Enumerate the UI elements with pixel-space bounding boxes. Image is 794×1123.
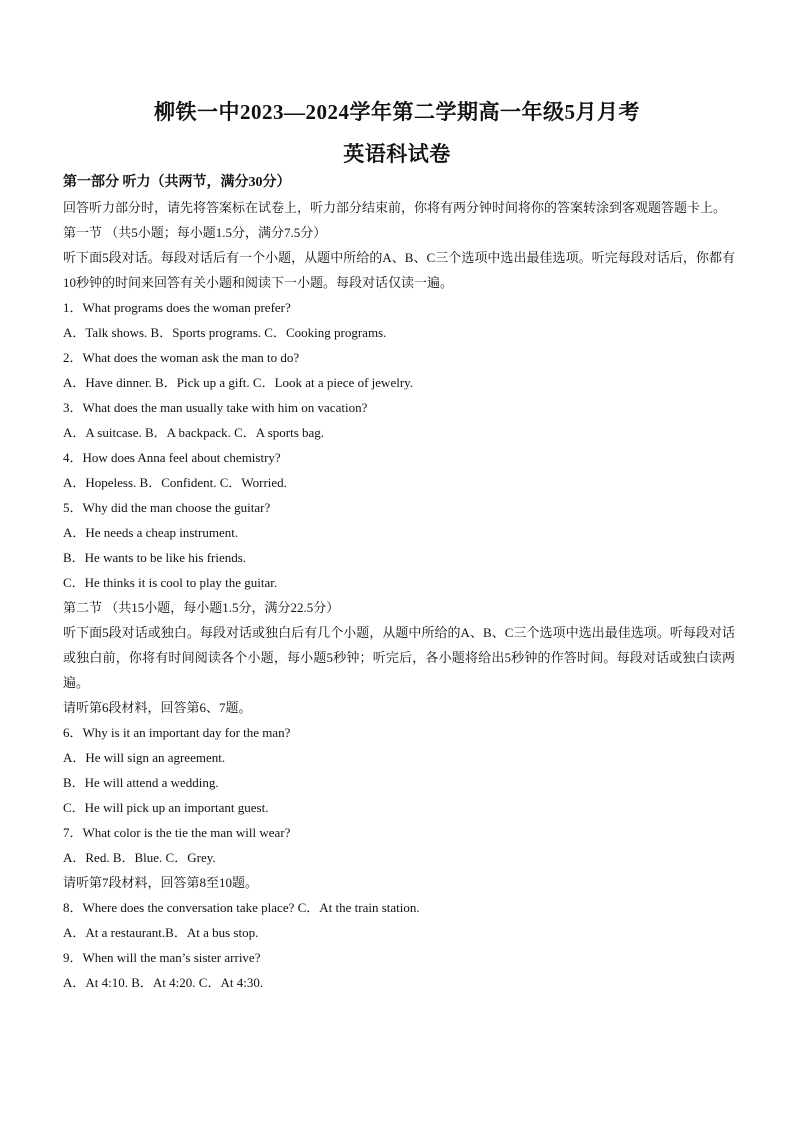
part1-instruction: 回答听力部分时，请先将答案标在试卷上，听力部分结束前，你将有两分钟时间将你的答案转涂到客观题答题卡上。 — [63, 200, 727, 215]
question-5-option-c: C．He thinks it is cool to play the guitar. — [63, 575, 278, 590]
question-4: 4．How does Anna feel about chemistry? — [63, 450, 281, 465]
question-1-options: A．Talk shows. B．Sports programs. C．Cooking programs. — [63, 325, 387, 340]
exam-subtitle: 英语科试卷 — [343, 142, 451, 166]
question-3-options: A．A suitcase. B．A backpack. C．A sports bag. — [63, 425, 325, 440]
exam-title: 柳铁一中2023—2024学年第二学期高一年级5月月考 — [154, 100, 640, 124]
question-5-option-b: B．He wants to be like his friends. — [63, 550, 247, 565]
question-8: 8．Where does the conversation take place? C．At the train station. — [63, 900, 420, 915]
question-2: 2．What does the woman ask the man to do? — [63, 350, 300, 365]
question-2-options: A．Have dinner. B．Pick up a gift. C．Look at a piece of jewelry. — [63, 375, 414, 390]
question-7-options: A．Red. B．Blue. C．Grey. — [63, 850, 216, 865]
section1-instruction: 听下面5段对话。每段对话后有一个小题，从题中所给的A、B、C三个选项中选出最佳选项。听完每段对话后，你都有10秒钟的时间来回答有关小题和阅读下一小题。每段对话仅读一遍。 — [63, 250, 735, 290]
group6-note: 请听第6段材料，回答第6、7题。 — [63, 700, 252, 715]
part1-heading: 第一部分 听力（共两节，满分30分） — [63, 175, 291, 190]
group7-note: 请听第7段材料，回答第8至10题。 — [63, 875, 259, 890]
question-4-options: A．Hopeless. B．Confident. C．Worried. — [63, 475, 287, 490]
exam-content — [63, 170, 735, 995]
section2-heading: 第二节 （共15小题，每小题1.5分，满分22.5分） — [63, 600, 340, 615]
section2-instruction: 听下面5段对话或独白。每段对话或独白后有几个小题，从题中所给的A、B、C三个选项中选出最佳选项。听每段对话或独白前，你将有时间阅读各个小题，每小题5秒钟；听完后，各小题将给出5秒钟的作答时间。每段对话或独白读两遍。 — [63, 625, 735, 690]
question-6-option-b: B．He will attend a wedding. — [63, 775, 219, 790]
section1-heading: 第一节 （共5小题；每小题1.5分，满分7.5分） — [63, 225, 327, 240]
question-3: 3．What does the man usually take with him on vacation? — [63, 400, 368, 415]
question-5: 5．Why did the man choose the guitar? — [63, 500, 271, 515]
question-6-option-a: A．He will sign an agreement. — [63, 750, 226, 765]
question-9: 9．When will the man’s sister arrive? — [63, 950, 261, 965]
question-9-options: A．At 4:10. B．At 4:20. C．At 4:30. — [63, 975, 264, 990]
question-6: 6．Why is it an important day for the man? — [63, 725, 291, 740]
question-1: 1．What programs does the woman prefer? — [63, 300, 291, 315]
question-5-option-a: A．He needs a cheap instrument. — [63, 525, 239, 540]
question-7: 7．What color is the tie the man will wear? — [63, 825, 291, 840]
question-6-option-c: C．He will pick up an important guest. — [63, 800, 269, 815]
question-8-options: A．At a restaurant.B．At a bus stop. — [63, 925, 259, 940]
